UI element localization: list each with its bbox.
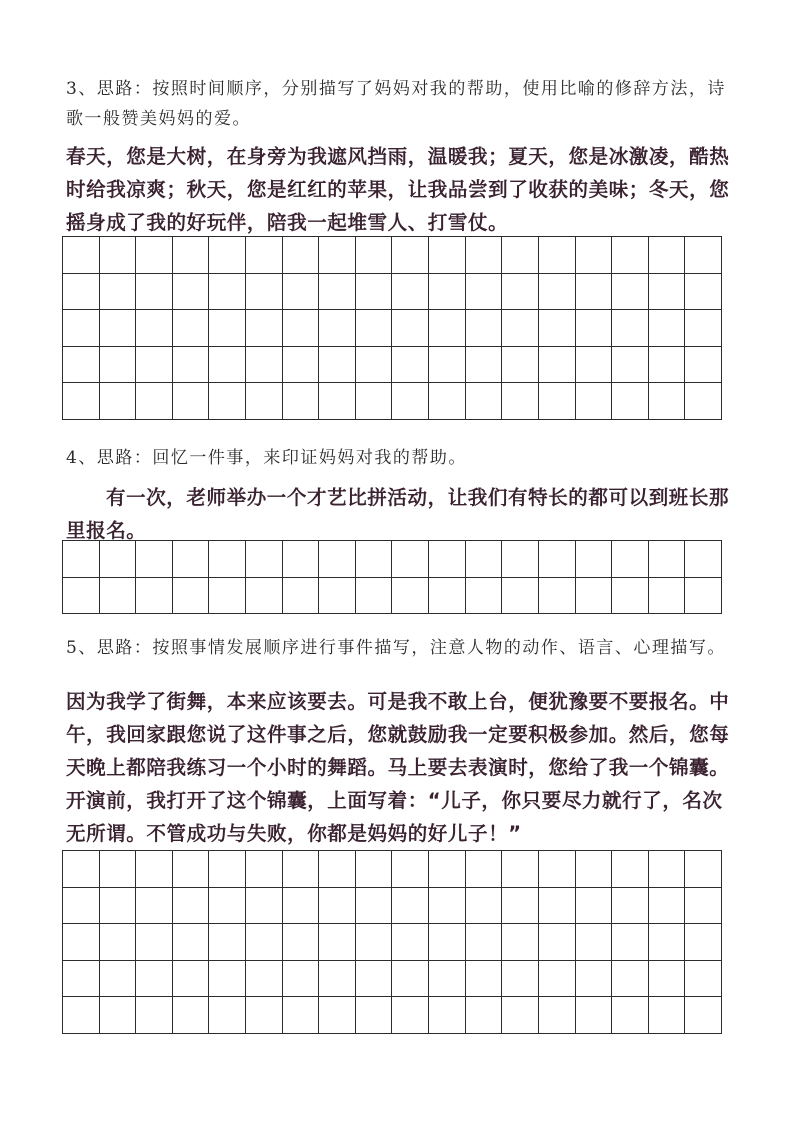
grid-cell[interactable] (466, 888, 503, 924)
grid-cell[interactable] (136, 274, 173, 310)
grid-cell[interactable] (466, 851, 503, 887)
grid-cell[interactable] (576, 237, 613, 273)
grid-cell[interactable] (685, 851, 722, 887)
grid-cell[interactable] (356, 578, 393, 614)
grid-cell[interactable] (576, 851, 613, 887)
grid-cell[interactable] (356, 310, 393, 346)
grid-cell[interactable] (502, 274, 539, 310)
grid-row (63, 578, 722, 615)
grid-cell[interactable] (466, 310, 503, 346)
grid-cell[interactable] (502, 541, 539, 577)
grid-cell[interactable] (63, 961, 100, 997)
grid-cell[interactable] (173, 961, 210, 997)
grid-cell[interactable] (100, 541, 137, 577)
grid-cell[interactable] (612, 237, 649, 273)
grid-cell[interactable] (100, 274, 137, 310)
grid-cell[interactable] (392, 541, 429, 577)
grid-cell[interactable] (392, 237, 429, 273)
grid-cell[interactable] (283, 541, 320, 577)
grid-cell[interactable] (100, 924, 137, 960)
grid-cell[interactable] (539, 851, 576, 887)
grid-cell[interactable] (209, 888, 246, 924)
grid-cell[interactable] (173, 541, 210, 577)
grid-cell[interactable] (63, 237, 100, 273)
grid-cell[interactable] (356, 383, 393, 419)
grid-cell[interactable] (649, 347, 686, 383)
grid-cell[interactable] (502, 851, 539, 887)
grid-cell[interactable] (136, 997, 173, 1033)
grid-cell[interactable] (319, 851, 356, 887)
grid-cell[interactable] (283, 997, 320, 1033)
grid-cell[interactable] (173, 383, 210, 419)
grid-cell[interactable] (63, 578, 100, 614)
grid-cell[interactable] (429, 347, 466, 383)
grid-cell[interactable] (209, 578, 246, 614)
grid-cell[interactable] (539, 310, 576, 346)
grid-cell[interactable] (136, 237, 173, 273)
grid-cell[interactable] (246, 888, 283, 924)
grid-cell[interactable] (612, 888, 649, 924)
grid-cell[interactable] (136, 961, 173, 997)
grid-cell[interactable] (319, 924, 356, 960)
section-5-sample-text: 因为我学了街舞，本来应该要去。可是我不敢上台，便犹豫要不要报名。中午，我回家跟您说了这件事之后，您就鼓励我一定要积极参加。然后，您每天晚上都陪我练习一个小时的舞蹈。马上要去表演时，您给了我一个锦囊。开演前，我打开了这个锦囊，上面写着：“儿子，你只要尽力就行了，名次无所谓。不管成功与失败，你都是妈妈的好儿子！” (66, 690, 730, 845)
grid-cell[interactable] (209, 274, 246, 310)
grid-cell[interactable] (136, 578, 173, 614)
grid-cell[interactable] (576, 997, 613, 1033)
grid-cell[interactable] (612, 541, 649, 577)
grid-cell[interactable] (649, 997, 686, 1033)
grid-cell[interactable] (429, 851, 466, 887)
grid-cell[interactable] (246, 237, 283, 273)
grid-cell[interactable] (392, 383, 429, 419)
grid-cell[interactable] (649, 851, 686, 887)
grid-cell[interactable] (539, 961, 576, 997)
grid-row (63, 997, 722, 1034)
grid-cell[interactable] (356, 851, 393, 887)
grid-cell[interactable] (576, 541, 613, 577)
grid-cell[interactable] (392, 888, 429, 924)
grid-cell[interactable] (173, 274, 210, 310)
grid-cell[interactable] (63, 541, 100, 577)
section-3-hint: 3、思路：按照时间顺序，分别描写了妈妈对我的帮助，使用比喻的修辞方法，诗歌一般赞美妈妈的爱。 (66, 79, 726, 129)
grid-cell[interactable] (283, 888, 320, 924)
grid-cell[interactable] (283, 851, 320, 887)
grid-cell[interactable] (319, 383, 356, 419)
grid-cell[interactable] (612, 578, 649, 614)
grid-cell[interactable] (429, 997, 466, 1033)
grid-cell[interactable] (612, 961, 649, 997)
grid-row (63, 924, 722, 961)
grid-cell[interactable] (502, 310, 539, 346)
grid-row (63, 310, 722, 347)
grid-cell[interactable] (100, 997, 137, 1033)
grid-cell[interactable] (319, 347, 356, 383)
grid-cell[interactable] (209, 383, 246, 419)
grid-cell[interactable] (100, 961, 137, 997)
grid-cell[interactable] (136, 541, 173, 577)
grid-cell[interactable] (319, 310, 356, 346)
grid-cell[interactable] (539, 888, 576, 924)
grid-cell[interactable] (539, 924, 576, 960)
grid-cell[interactable] (246, 961, 283, 997)
section-4-sample-text: 有一次，老师举办一个才艺比拼活动，让我们有特长的都可以到班长那里报名。 (66, 486, 730, 542)
grid-cell[interactable] (502, 961, 539, 997)
grid-cell[interactable] (356, 541, 393, 577)
grid-cell[interactable] (63, 924, 100, 960)
grid-cell[interactable] (100, 578, 137, 614)
grid-cell[interactable] (612, 851, 649, 887)
grid-cell[interactable] (246, 541, 283, 577)
grid-cell[interactable] (612, 383, 649, 419)
grid-cell[interactable] (283, 383, 320, 419)
grid-cell[interactable] (356, 274, 393, 310)
grid-cell[interactable] (649, 237, 686, 273)
grid-cell[interactable] (685, 310, 722, 346)
grid-cell[interactable] (576, 924, 613, 960)
grid-cell[interactable] (685, 997, 722, 1033)
grid-cell[interactable] (502, 383, 539, 419)
grid-cell[interactable] (356, 961, 393, 997)
grid-cell[interactable] (392, 961, 429, 997)
grid-cell[interactable] (173, 237, 210, 273)
grid-row (63, 541, 722, 578)
grid-cell[interactable] (392, 851, 429, 887)
grid-cell[interactable] (63, 274, 100, 310)
grid-cell[interactable] (63, 997, 100, 1033)
section-4-hint: 4、思路：回忆一件事，来印证妈妈对我的帮助。 (66, 448, 467, 468)
grid-row (63, 383, 722, 420)
grid-cell[interactable] (173, 888, 210, 924)
grid-cell[interactable] (319, 997, 356, 1033)
grid-row (63, 237, 722, 274)
grid-cell[interactable] (392, 274, 429, 310)
grid-cell[interactable] (649, 541, 686, 577)
section-3-sample-text: 春天，您是大树，在身旁为我遮风挡雨，温暖我；夏天，您是冰激凌，酷热时给我凉爽；秋天，您是红红的苹果，让我品尝到了收获的美味；冬天，您摇身成了我的好玩伴，陪我一起堆雪人、打雪仗。 (66, 145, 730, 234)
grid-cell[interactable] (136, 310, 173, 346)
grid-cell[interactable] (429, 888, 466, 924)
grid-cell[interactable] (466, 383, 503, 419)
grid-cell[interactable] (63, 851, 100, 887)
grid-cell[interactable] (466, 347, 503, 383)
grid-row (63, 888, 722, 925)
grid-cell[interactable] (246, 310, 283, 346)
grid-cell[interactable] (685, 274, 722, 310)
grid-cell[interactable] (63, 888, 100, 924)
grid-cell[interactable] (685, 578, 722, 614)
grid-cell[interactable] (283, 274, 320, 310)
grid-cell[interactable] (283, 961, 320, 997)
grid-cell[interactable] (100, 237, 137, 273)
grid-cell[interactable] (612, 347, 649, 383)
grid-row (63, 347, 722, 384)
grid-cell[interactable] (246, 851, 283, 887)
grid-cell[interactable] (173, 997, 210, 1033)
grid-cell[interactable] (612, 274, 649, 310)
grid-cell[interactable] (100, 310, 137, 346)
grid-cell[interactable] (576, 383, 613, 419)
section-5-writing-grid[interactable] (62, 850, 722, 1034)
grid-cell[interactable] (63, 383, 100, 419)
grid-cell[interactable] (649, 961, 686, 997)
grid-cell[interactable] (246, 578, 283, 614)
grid-cell[interactable] (136, 851, 173, 887)
grid-cell[interactable] (356, 888, 393, 924)
grid-cell[interactable] (209, 310, 246, 346)
grid-cell[interactable] (466, 541, 503, 577)
grid-cell[interactable] (209, 924, 246, 960)
grid-row (63, 851, 722, 888)
grid-cell[interactable] (246, 383, 283, 419)
grid-cell[interactable] (429, 274, 466, 310)
grid-cell[interactable] (466, 961, 503, 997)
grid-cell[interactable] (576, 578, 613, 614)
grid-cell[interactable] (649, 888, 686, 924)
grid-cell[interactable] (246, 997, 283, 1033)
grid-cell[interactable] (539, 274, 576, 310)
grid-cell[interactable] (319, 237, 356, 273)
grid-cell[interactable] (649, 578, 686, 614)
grid-cell[interactable] (356, 347, 393, 383)
grid-cell[interactable] (612, 924, 649, 960)
grid-cell[interactable] (466, 924, 503, 960)
grid-cell[interactable] (685, 347, 722, 383)
grid-cell[interactable] (136, 924, 173, 960)
grid-cell[interactable] (612, 997, 649, 1033)
grid-cell[interactable] (136, 347, 173, 383)
grid-cell[interactable] (576, 347, 613, 383)
grid-cell[interactable] (466, 997, 503, 1033)
grid-cell[interactable] (173, 924, 210, 960)
grid-cell[interactable] (685, 888, 722, 924)
grid-cell[interactable] (685, 383, 722, 419)
grid-cell[interactable] (502, 924, 539, 960)
grid-cell[interactable] (539, 578, 576, 614)
grid-cell[interactable] (429, 924, 466, 960)
grid-cell[interactable] (319, 888, 356, 924)
grid-cell[interactable] (356, 997, 393, 1033)
grid-cell[interactable] (502, 578, 539, 614)
grid-cell[interactable] (283, 578, 320, 614)
grid-cell[interactable] (649, 274, 686, 310)
grid-cell[interactable] (173, 851, 210, 887)
grid-cell[interactable] (356, 924, 393, 960)
grid-cell[interactable] (429, 578, 466, 614)
grid-cell[interactable] (63, 310, 100, 346)
grid-cell[interactable] (100, 851, 137, 887)
grid-cell[interactable] (319, 274, 356, 310)
grid-row (63, 961, 722, 998)
grid-cell[interactable] (283, 237, 320, 273)
grid-cell[interactable] (100, 383, 137, 419)
grid-cell[interactable] (209, 961, 246, 997)
grid-cell[interactable] (649, 383, 686, 419)
grid-cell[interactable] (283, 924, 320, 960)
grid-cell[interactable] (173, 578, 210, 614)
grid-cell[interactable] (685, 237, 722, 273)
grid-cell[interactable] (392, 578, 429, 614)
grid-row (63, 274, 722, 311)
grid-cell[interactable] (209, 237, 246, 273)
grid-cell[interactable] (173, 347, 210, 383)
grid-cell[interactable] (100, 347, 137, 383)
grid-cell[interactable] (209, 541, 246, 577)
grid-cell[interactable] (576, 961, 613, 997)
grid-cell[interactable] (429, 961, 466, 997)
grid-cell[interactable] (392, 997, 429, 1033)
grid-cell[interactable] (319, 541, 356, 577)
grid-cell[interactable] (539, 347, 576, 383)
grid-cell[interactable] (539, 383, 576, 419)
grid-cell[interactable] (100, 888, 137, 924)
grid-cell[interactable] (136, 383, 173, 419)
grid-cell[interactable] (283, 310, 320, 346)
grid-cell[interactable] (576, 888, 613, 924)
grid-cell[interactable] (466, 578, 503, 614)
grid-cell[interactable] (539, 541, 576, 577)
grid-cell[interactable] (649, 310, 686, 346)
grid-cell[interactable] (319, 578, 356, 614)
grid-cell[interactable] (539, 237, 576, 273)
grid-cell[interactable] (392, 924, 429, 960)
grid-cell[interactable] (685, 961, 722, 997)
grid-cell[interactable] (429, 383, 466, 419)
grid-cell[interactable] (356, 237, 393, 273)
grid-cell[interactable] (246, 924, 283, 960)
grid-cell[interactable] (502, 347, 539, 383)
grid-cell[interactable] (246, 347, 283, 383)
grid-cell[interactable] (392, 347, 429, 383)
grid-cell[interactable] (429, 310, 466, 346)
grid-cell[interactable] (429, 237, 466, 273)
grid-cell[interactable] (466, 274, 503, 310)
section-5-hint: 5、思路：按照事情发展顺序进行事件描写，注意人物的动作、语言、心理描写。 (66, 638, 726, 658)
grid-cell[interactable] (209, 997, 246, 1033)
grid-cell[interactable] (429, 541, 466, 577)
grid-cell[interactable] (685, 924, 722, 960)
grid-cell[interactable] (576, 310, 613, 346)
grid-cell[interactable] (209, 851, 246, 887)
section-3-writing-grid[interactable] (62, 236, 722, 420)
grid-cell[interactable] (283, 347, 320, 383)
grid-cell[interactable] (319, 961, 356, 997)
grid-cell[interactable] (502, 888, 539, 924)
grid-cell[interactable] (685, 541, 722, 577)
grid-cell[interactable] (612, 310, 649, 346)
grid-cell[interactable] (136, 888, 173, 924)
grid-cell[interactable] (246, 274, 283, 310)
grid-cell[interactable] (649, 924, 686, 960)
grid-cell[interactable] (576, 274, 613, 310)
grid-cell[interactable] (502, 237, 539, 273)
grid-cell[interactable] (173, 310, 210, 346)
grid-cell[interactable] (466, 237, 503, 273)
section-4-writing-grid[interactable] (62, 540, 722, 614)
grid-cell[interactable] (392, 310, 429, 346)
grid-cell[interactable] (63, 347, 100, 383)
grid-cell[interactable] (209, 347, 246, 383)
grid-cell[interactable] (502, 997, 539, 1033)
grid-cell[interactable] (539, 997, 576, 1033)
